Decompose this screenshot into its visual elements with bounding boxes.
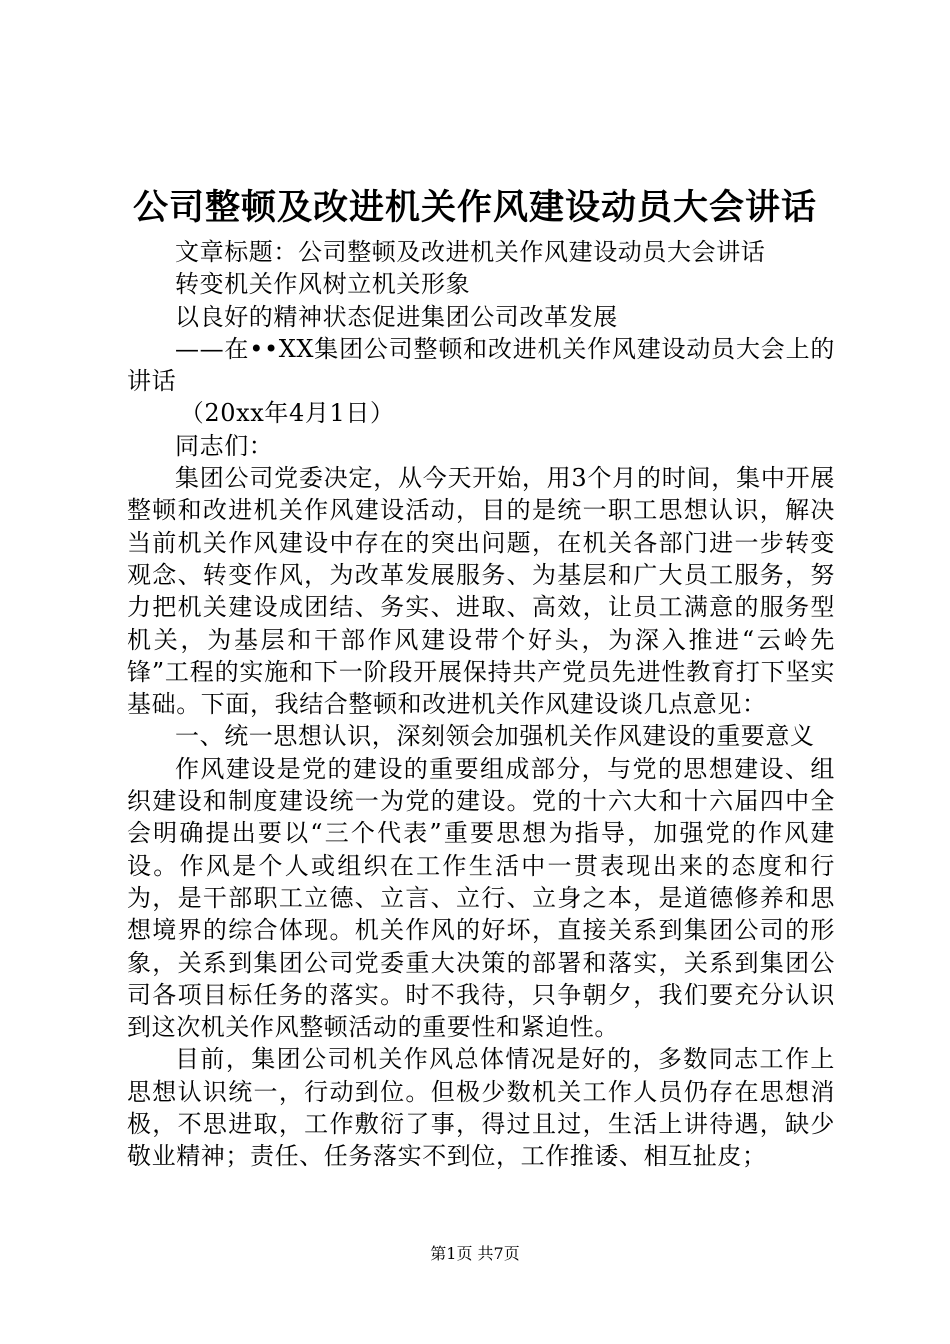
paragraph-body: 目前，集团公司机关作风总体情况是好的，多数同志工作上思想认识统一，行动到位。但极少数机关工作人员仍存在思想消极，不思进取，工作敷衍了事，得过且过，生活上讲待遇，缺少敬业精神；责任、任务落实不到位，工作推诿、相互扯皮；: [127, 1045, 835, 1171]
page-number-footer: 第1页 共7页: [430, 1244, 520, 1263]
paragraph-speech-occasion: ——在••XX集团公司整顿和改进机关作风建设动员大会上的讲话: [127, 334, 835, 396]
paragraph-subtitle-2: 以良好的精神状态促进集团公司改革发展: [175, 302, 618, 331]
document-title: 公司整顿及改进机关作风建设动员大会讲话: [132, 188, 817, 228]
paragraph-article-title: 文章标题：公司整顿及改进机关作风建设动员大会讲话: [175, 238, 766, 266]
paragraph-section-heading: 一、统一思想认识，深刻领会加强机关作风建设的重要意义: [175, 722, 815, 751]
paragraph-subtitle-1: 转变机关作风树立机关形象: [175, 270, 471, 299]
paragraph-body: 作风建设是党的建设的重要组成部分，与党的思想建设、组织建设和制度建设统一为党的建设。党的十六大和十六届四中全会明确提出要以“三个代表”重要思想为指导，加强党的作风建设。作风是个人或组织在工作生活中一贯表现出来的态度和行为，是干部职工立德、立言、立行、立身之本，是道德修养和思想境界的综合体现。机关作风的好坏，直接关系到集团公司的形象，关系到集团公司党委重大决策的部署和落实，关系到集团公司各项目标任务的落实。时不我待，只争朝夕，我们要充分认识到这次机关作风整顿活动的重要性和紧迫性。: [127, 754, 835, 1042]
document-body: [127, 236, 835, 1173]
paragraph-salutation: 同志们：: [175, 431, 274, 460]
paragraph-body: 集团公司党委决定，从今天开始，用3个月的时间，集中开展整顿和改进机关作风建设活动，目的是统一职工思想认识，解决当前机关作风建设中存在的突出问题，在机关各部门进一步转变观念、转变作风，为改革发展服务、为基层和广大员工服务，努力把机关建设成团结、务实、进取、高效，让员工满意的服务型机关，为基层和干部作风建设带个好头，为深入推进“云岭先锋”工程的实施和下一阶段开展保持共产党员先进性教育打下坚实基础。下面，我结合整顿和改进机关作风建设谈几点意见：: [127, 464, 835, 719]
paragraph-date: （20xx年4月1日）: [179, 399, 395, 428]
